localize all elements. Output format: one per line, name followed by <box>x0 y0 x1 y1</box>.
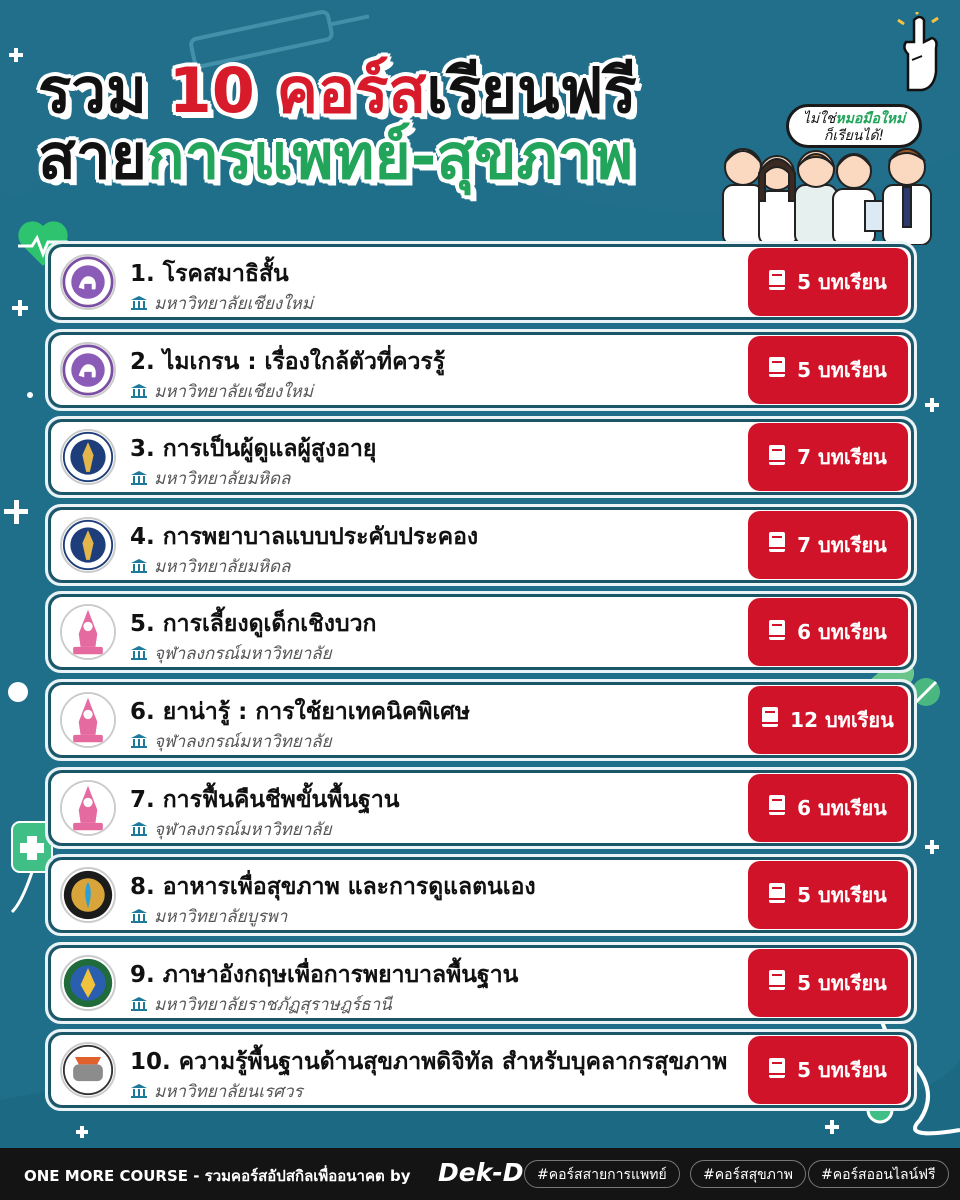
book-icon <box>762 707 790 732</box>
hashtag-health[interactable]: #คอร์สสุขภาพ <box>690 1160 806 1188</box>
university-logo-icon <box>60 692 116 748</box>
university-label: มหาวิทยาลัยเชียงใหม่ <box>154 381 313 402</box>
university-logo-icon <box>60 517 116 573</box>
university-name <box>130 378 313 405</box>
footer-brand: ONE MORE COURSE - รวมคอร์สอัปสกิลเพื่ออนาคต by <box>24 1167 411 1185</box>
university-label: มหาวิทยาลัยนเรศวร <box>154 1082 303 1103</box>
lessons-count: 7 บทเรียน <box>797 445 887 470</box>
lessons-count: 5 บทเรียน <box>797 357 887 382</box>
lessons-count: 5 บทเรียน <box>797 270 887 294</box>
university-icon <box>130 644 154 664</box>
university-icon <box>130 907 154 927</box>
lessons-count: 5 บทเรียน <box>797 883 887 908</box>
university-name <box>130 465 290 492</box>
lessons-count: 6 บทเรียน <box>797 795 887 820</box>
book-icon <box>769 532 797 557</box>
university-label: มหาวิทยาลัยมหิดล <box>154 556 291 577</box>
course-item[interactable] <box>48 419 914 495</box>
page-title <box>38 54 738 193</box>
university-name <box>130 991 392 1018</box>
title-prefix: รวม <box>38 54 169 127</box>
book-icon <box>769 270 797 295</box>
university-label: จุฬาลงกรณ์มหาวิทยาลัย <box>154 644 332 665</box>
university-label: มหาวิทยาลัยบูรพา <box>154 907 288 928</box>
lessons-badge[interactable] <box>748 686 908 754</box>
lessons-count: 7 บทเรียน <box>797 532 887 557</box>
course-item[interactable] <box>48 332 914 408</box>
lessons-badge[interactable] <box>748 336 908 404</box>
university-logo-icon <box>60 429 116 485</box>
lessons-count: 5 บทเรียน <box>797 1058 887 1083</box>
course-item[interactable] <box>48 770 914 846</box>
university-name <box>130 553 290 580</box>
course-item[interactable] <box>48 945 914 1021</box>
title-number: 10 <box>168 54 255 127</box>
bubble-text-c: ก็เรียนได้! <box>823 128 885 144</box>
university-name <box>130 290 313 317</box>
title-line2-b: การแพทย์-สุขภาพ <box>146 119 634 193</box>
course-title: 5. การเลี้ยงดูเด็กเชิงบวก <box>130 611 377 638</box>
lessons-count: 6 บทเรียน <box>797 620 887 645</box>
course-item[interactable] <box>48 857 914 933</box>
university-name <box>130 903 287 930</box>
lessons-badge[interactable] <box>748 248 908 316</box>
course-item[interactable] <box>48 1032 914 1108</box>
university-logo-icon <box>60 604 116 660</box>
course-title: 7. การฟื้นคืนชีพขั้นพื้นฐาน <box>130 786 400 813</box>
university-logo-icon <box>60 342 116 398</box>
course-list <box>48 244 914 1120</box>
university-label: มหาวิทยาลัยเชียงใหม่ <box>154 294 313 314</box>
lessons-count: 5 บทเรียน <box>797 970 887 995</box>
course-title: 1. โรคสมาธิสั้น <box>130 261 289 287</box>
footer <box>0 1148 960 1200</box>
course-title: 8. อาหารเพื่อสุขภาพ และการดูแลตนเอง <box>130 874 536 901</box>
course-title: 3. การเป็นผู้ดูแลผู้สูงอายุ <box>130 436 377 463</box>
university-icon <box>130 820 154 840</box>
book-icon <box>769 883 797 908</box>
book-icon <box>769 357 797 382</box>
title-line2-a: สาย <box>38 119 147 193</box>
book-icon <box>769 970 797 995</box>
bubble-text-b: หมอมือใหม่ <box>835 111 906 127</box>
lessons-count: 12 บทเรียน <box>790 707 894 732</box>
university-icon <box>130 557 154 577</box>
university-logo-icon <box>60 780 116 836</box>
university-label: จุฬาลงกรณ์มหาวิทยาลัย <box>154 819 332 840</box>
dekd-logo: Dek-D <box>438 1158 524 1187</box>
hashtag-free-online[interactable]: #คอร์สออนไลน์ฟรี <box>808 1160 949 1188</box>
book-icon <box>769 1058 797 1083</box>
lessons-badge[interactable] <box>748 949 908 1017</box>
course-title: 6. ยาน่ารู้ : การใช้ยาเทคนิคพิเศษ <box>130 698 471 725</box>
university-label: มหาวิทยาลัยราชภัฏสุราษฎร์ธานี <box>154 994 392 1015</box>
university-logo-icon <box>60 254 116 310</box>
course-title: 4. การพยาบาลแบบประคับประคอง <box>130 523 479 550</box>
university-name <box>130 728 332 755</box>
course-title: 9. ภาษาอังกฤษเพื่อการพยาบาลพื้นฐาน <box>130 961 519 988</box>
lessons-badge[interactable] <box>748 774 908 842</box>
university-icon <box>130 382 154 402</box>
university-logo-icon <box>60 867 116 923</box>
university-label: มหาวิทยาลัยมหิดล <box>154 469 291 490</box>
university-label: จุฬาลงกรณ์มหาวิทยาลัย <box>154 731 332 752</box>
course-item[interactable] <box>48 507 914 583</box>
university-icon <box>130 732 154 752</box>
doctors-illustration <box>715 125 950 245</box>
course-title: 10. ความรู้พื้นฐานด้านสุขภาพดิจิทัล สำหรับบุคลากรสุขภาพ <box>130 1049 728 1076</box>
hand-icon <box>892 12 952 92</box>
course-item[interactable] <box>48 682 914 758</box>
university-icon <box>130 294 154 314</box>
course-item[interactable] <box>48 244 914 320</box>
hashtag-medical[interactable]: #คอร์สสายการแพทย์ <box>524 1160 680 1188</box>
book-icon <box>769 620 797 645</box>
course-item[interactable] <box>48 594 914 670</box>
university-icon <box>130 469 154 489</box>
lessons-badge[interactable] <box>748 861 908 929</box>
university-icon <box>130 1082 154 1102</box>
lessons-badge[interactable] <box>748 511 908 579</box>
university-name <box>130 640 332 667</box>
title-mid: คอร์ส <box>276 54 427 127</box>
book-icon <box>769 445 797 470</box>
iv-bag-icon <box>12 822 52 912</box>
book-icon <box>769 795 797 820</box>
university-icon <box>130 995 154 1015</box>
lessons-badge[interactable] <box>748 598 908 666</box>
course-title: 2. ไมเกรน : เรื่องใกล้ตัวที่ควรรู้ <box>130 348 446 375</box>
bubble-text-a: ไม่ใช่ <box>802 111 836 127</box>
university-logo-icon <box>60 1042 116 1098</box>
lessons-badge[interactable] <box>748 423 908 491</box>
university-name <box>130 1078 303 1105</box>
university-logo-icon <box>60 955 116 1011</box>
lessons-badge[interactable] <box>748 1036 908 1104</box>
university-name <box>130 816 332 843</box>
title-suffix: เรียนฟรี <box>426 54 637 127</box>
